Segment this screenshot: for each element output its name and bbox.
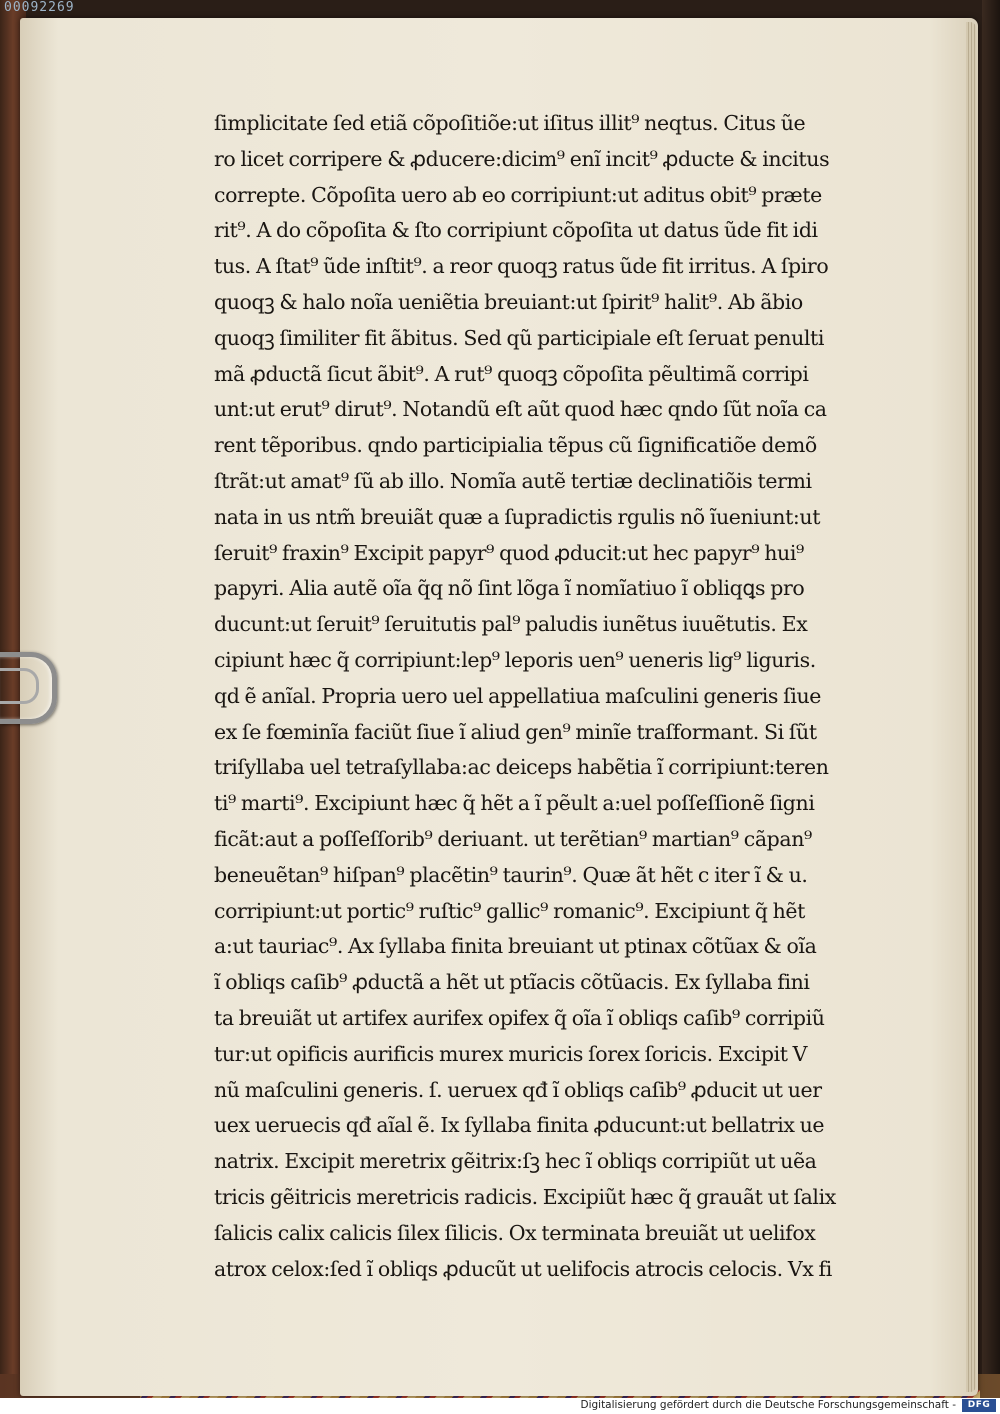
text-line: ĩ obliqs caſib⁹ ꝓductã a hẽt ut ptĩacis cõtũacis. Ex ſyllaba fini: [214, 970, 810, 995]
text-line: ex ſe fœminĩa faciũt ſiue ĩ aliud gen⁹ minĩe traſformant. Si ſũt: [214, 719, 817, 744]
text-line: ducunt:ut ſeruit⁹ ſeruitutis pal⁹ paludis iunẽtus iuuẽtutis. Ex: [214, 612, 808, 637]
text-line: correpte. Cõpoſita uero ab eo corripiunt:ut aditus obit⁹ præte: [214, 182, 822, 207]
text-line: ſimplicitate ſed etiã cõpoſitiõe:ut iſitus illit⁹ neqtus. Citus ũe: [214, 111, 806, 135]
text-line: unt:ut erut⁹ dirut⁹. Notandũ eſt aũt quod hæc qndo ſũt noĩa ca: [214, 397, 827, 422]
text-line: beneuẽtan⁹ hiſpan⁹ placẽtin⁹ taurin⁹. Quæ ãt hẽt c iter ĩ & u.: [214, 862, 808, 887]
text-line: quoqꝫ ſimiliter fit ãbitus. Sed qũ participiale eſt ſeruat penulti: [214, 325, 825, 350]
text-line: triſyllaba uel tetraſyllaba:ac deiceps habẽtia ĩ corripiunt:teren: [214, 755, 829, 780]
text-line: rit⁹. A do cõpoſita & ſto corripiunt cõpoſita ut datus ũde fit idi: [214, 218, 818, 243]
text-line: ſalicis calix calicis ſilex ſilicis. Ox terminata breuiãt ut uelifox: [214, 1220, 816, 1245]
text-line: tus. A ſtat⁹ ũde inſtit⁹. a reor quoqꝫ ratus ũde fit irritus. A ſpiro: [214, 254, 829, 279]
text-line: mã ꝓductã ſicut ãbit⁹. A rut⁹ quoqꝫ cõpoſita pẽultimã corripi: [214, 361, 809, 386]
dfg-logo-icon: DFG: [962, 1399, 996, 1412]
text-line: ti⁹ marti⁹. Excipiunt hæc q̃ hẽt a ĩ pẽult a:uel poſſeſſionẽ ſigni: [214, 791, 815, 816]
page-clip-inner-icon: [0, 668, 39, 704]
text-line: atrox celox:ſed ĩ obliqs ꝓducũt ut uelifocis atrocis celocis. Vx fi: [214, 1256, 832, 1281]
text-line: natrix. Excipit meretrix gẽitrix:ſꝫ hec ĩ obliqs corripiũt ut uẽa: [214, 1149, 817, 1174]
text-line: a:ut tauriac⁹. Ax ſyllaba finita breuiant ut ptinax cõtũax & oĩa: [214, 934, 817, 959]
page-edges: [966, 22, 976, 1392]
text-line: qd ẽ anĩal. Propria uero uel appellatiua maſculini generis ſiue: [214, 683, 822, 708]
text-line: uex ueruecis qđ aĩal ẽ. Ix ſyllaba finita ꝓducunt:ut bellatrix ue: [214, 1113, 825, 1138]
shelfmark: 00092269: [4, 0, 75, 15]
text-line: tur:ut opificis aurificis murex muricis ſorex ſoricis. Excipit V: [214, 1041, 808, 1066]
text-line: corripiunt:ut portic⁹ ruſtic⁹ gallic⁹ romanic⁹. Excipiunt q̃ hẽt: [214, 898, 805, 923]
page-text: [214, 106, 940, 1287]
text-line: nũ maſculini generis. ſ. ueruex qđ ĩ obliqs caſib⁹ ꝓducit ut uer: [214, 1077, 822, 1102]
text-line: ſeruit⁹ fraxin⁹ Excipit papyr⁹ quod ꝓducit:ut hec papyr⁹ hui⁹: [214, 540, 804, 565]
text-line: ta breuiãt ut artifex aurifex opifex q̃ oĩa ĩ obliqs caſib⁹ corripiũ: [214, 1005, 825, 1030]
text-line: rent tẽporibus. qndo participialia tẽpus cũ ſignificatiõe demõ: [214, 433, 817, 458]
book-cover-right: [982, 0, 1000, 1414]
funding-credit: Digitalisierung gefördert durch die Deutsche Forschungsgemeinschaft -: [580, 1399, 956, 1411]
text-line: nata in us ntm̃ breuiãt quæ a ſupradictis rgulis nõ ĩueniunt:ut: [214, 504, 821, 529]
text-line: quoqꝫ & halo noĩa ueniẽtia breuiant:ut ſpirit⁹ halit⁹. Ab ãbio: [214, 289, 803, 314]
text-line: ſtrãt:ut amat⁹ ſũ ab illo. Nomĩa autẽ tertiæ declinatiõis termi: [214, 468, 812, 493]
text-line: ficãt:aut a poſſeſſorib⁹ deriuant. ut terẽtian⁹ martian⁹ cãpan⁹: [214, 826, 812, 851]
text-line: papyri. Alia autẽ oĩa q̃q nõ ſint lõga ĩ nomĩatiuo ĩ obliqꝗs pro: [214, 576, 805, 601]
text-line: tricis gẽitricis meretricis radicis. Excipiũt hæc q̃ grauãt ut ſalix: [214, 1184, 836, 1209]
text-line: cipiunt hæc q̃ corripiunt:lep⁹ leporis uen⁹ ueneris lig⁹ liguris.: [214, 647, 816, 672]
text-line: ro licet corripere & ꝓducere:dicim⁹ enĩ incit⁹ ꝓducte & incitus: [214, 146, 830, 171]
